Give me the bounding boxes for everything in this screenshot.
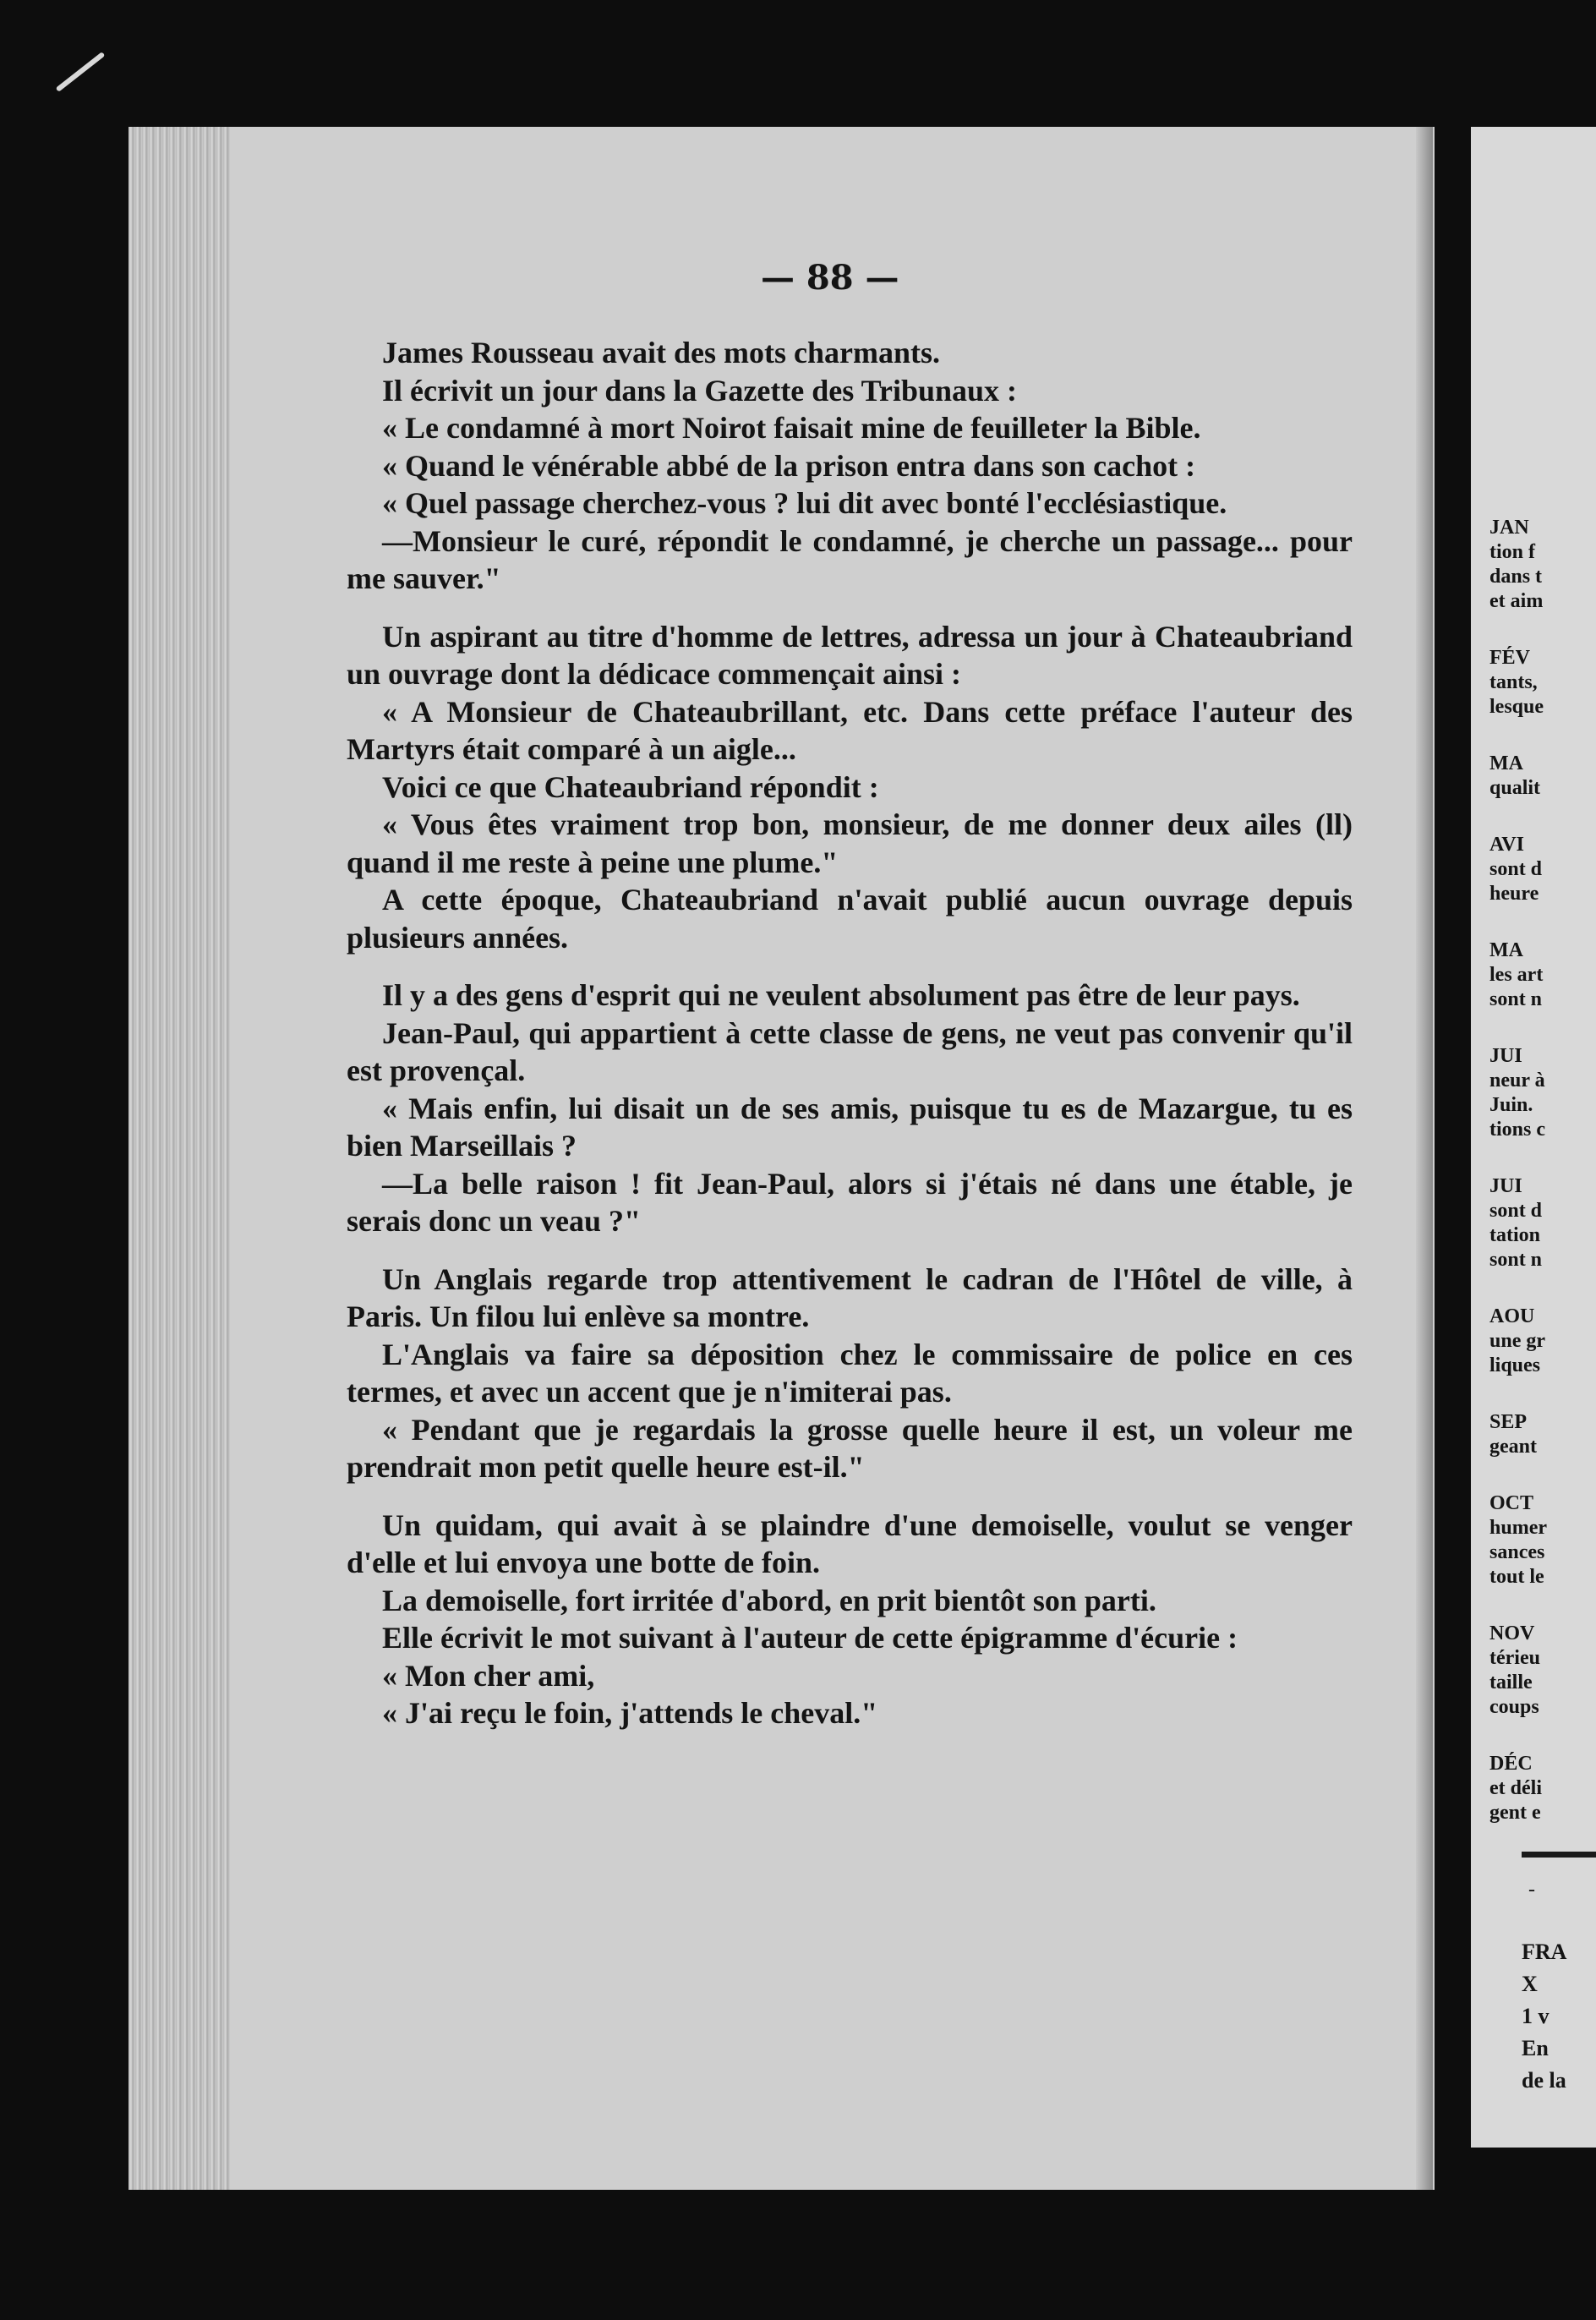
- paragraph: Un aspirant au titre d'homme de lettres, adressa un jour à Chateaubriand un ouvrage dont la dédicace commençait ainsi :: [347, 619, 1353, 691]
- right-page-line: SEP: [1489, 1411, 1528, 1433]
- right-page-line: tions c: [1489, 1119, 1545, 1141]
- right-page-line: térieu: [1489, 1647, 1540, 1669]
- right-page-entry: [1489, 833, 1596, 906]
- right-page-line: gent e: [1489, 1802, 1541, 1824]
- right-page-entry: [1489, 938, 1596, 1012]
- right-page-bottom: [1522, 1936, 1596, 2097]
- paragraph: « A Monsieur de Chateaubrillant, etc. Dans cette préface l'auteur des Martyrs était comparé à un aigle...: [347, 694, 1353, 766]
- paragraph: Il écrivit un jour dans la Gazette des Tribunaux :: [382, 373, 1018, 408]
- right-page-line: qualit: [1489, 777, 1541, 799]
- paragraph: « Quand le vénérable abbé de la prison entra dans son cachot :: [382, 448, 1196, 483]
- paragraph: L'Anglais va faire sa déposition chez le commissaire de police en ces termes, et avec un accent que je n'imiterai pas.: [347, 1337, 1353, 1409]
- right-page-bottom-line: FRA: [1522, 1940, 1567, 1964]
- right-page-dash: -: [1528, 1879, 1535, 1901]
- right-page-line: et aim: [1489, 590, 1544, 612]
- paragraph-gap: [347, 598, 1353, 618]
- paragraph: —La belle raison ! fit Jean-Paul, alors si j'étais né dans une étable, je serais donc un veau ?": [347, 1166, 1353, 1238]
- paragraph-gap: [347, 956, 1353, 977]
- paragraph-gap: [347, 1240, 1353, 1261]
- right-page-bottom-line: En: [1522, 2036, 1549, 2060]
- right-page-bottom-line: de la: [1522, 2068, 1566, 2093]
- right-page-line: MA: [1489, 752, 1523, 774]
- right-page-line: neur à: [1489, 1070, 1545, 1092]
- right-page-line: dans t: [1489, 566, 1543, 588]
- right-page-line: Juin.: [1489, 1094, 1533, 1116]
- paragraph: « Mon cher ami,: [382, 1658, 595, 1693]
- page-edges: [128, 127, 230, 2190]
- paragraph: A cette époque, Chateaubriand n'avait publié aucun ouvrage depuis plusieurs années.: [347, 883, 1353, 955]
- right-page-line: FÉV: [1489, 647, 1530, 669]
- right-page-line: sont n: [1489, 988, 1543, 1010]
- paragraph: Voici ce que Chateaubriand répondit :: [382, 769, 879, 804]
- paragraph: « Mais enfin, lui disait un de ses amis, puisque tu es de Mazargue, tu es bien Marseillais ?: [347, 1091, 1353, 1163]
- right-page-line: sont d: [1489, 1200, 1543, 1222]
- paragraph: Un Anglais regarde trop attentivement le cadran de l'Hôtel de ville, à Paris. Un filou lui enlève sa montre.: [347, 1261, 1353, 1333]
- right-page-text: [1489, 516, 1596, 1858]
- right-page-bottom-line: 1 v: [1522, 2004, 1550, 2028]
- right-page-line: humer: [1489, 1517, 1547, 1539]
- paragraph: La demoiselle, fort irritée d'abord, en prit bientôt son parti.: [382, 1583, 1156, 1617]
- book-gutter: [1416, 127, 1433, 2190]
- right-page-line: JAN: [1489, 517, 1529, 539]
- right-page-line: heure: [1489, 883, 1539, 905]
- right-page-line: une gr: [1489, 1330, 1545, 1352]
- right-page-line: les art: [1489, 964, 1544, 986]
- corner-scan-mark: [56, 52, 106, 92]
- right-page-line: MA: [1489, 939, 1523, 961]
- right-page-line: coups: [1489, 1696, 1539, 1718]
- right-page-line: taille: [1489, 1672, 1533, 1693]
- right-page-line: tation: [1489, 1224, 1540, 1246]
- right-page-line: JUI: [1489, 1175, 1522, 1197]
- right-page-line: tants,: [1489, 671, 1538, 693]
- paragraph: James Rousseau avait des mots charmants.: [382, 336, 940, 369]
- right-page-line: sont d: [1489, 858, 1543, 880]
- paragraph: —Monsieur le curé, répondit le condamné, je cherche un passage... pour me sauver.": [347, 523, 1353, 595]
- paragraph: « J'ai reçu le foin, j'attends le cheval.": [382, 1696, 878, 1730]
- right-page-entry: [1489, 1174, 1596, 1272]
- right-page-line: liques: [1489, 1354, 1541, 1376]
- right-page-line: tout le: [1489, 1566, 1544, 1588]
- paragraph: « Quel passage cherchez-vous ? lui dit avec bonté l'ecclésiastique.: [382, 486, 1227, 520]
- right-page-entry: [1489, 1410, 1596, 1459]
- right-page-line: AVI: [1489, 834, 1524, 856]
- paragraph-gap: [347, 1486, 1353, 1507]
- right-page-entry: [1489, 1752, 1596, 1825]
- right-page-line: OCT: [1489, 1492, 1534, 1514]
- right-page-line: tion f: [1489, 541, 1535, 563]
- right-page-line: NOV: [1489, 1622, 1535, 1644]
- right-page-entry: [1489, 752, 1596, 801]
- right-page-line: geant: [1489, 1436, 1537, 1458]
- right-page-entry: [1489, 516, 1596, 614]
- right-page-line: JUI: [1489, 1045, 1522, 1067]
- right-page-line: et déli: [1489, 1777, 1542, 1799]
- right-page-line: lesque: [1489, 696, 1544, 718]
- paragraph: Il y a des gens d'esprit qui ne veulent absolument pas être de leur pays.: [382, 978, 1300, 1012]
- right-page-line: sances: [1489, 1541, 1545, 1563]
- right-page-entry: [1489, 646, 1596, 720]
- paragraph: « Vous êtes vraiment trop bon, monsieur, de me donner deux ailes (ll) quand il me reste à peine une plume.": [347, 807, 1353, 879]
- right-page-line: DÉC: [1489, 1753, 1533, 1775]
- main-text-column: [347, 334, 1353, 1732]
- paragraph: Jean-Paul, qui appartient à cette classe de gens, ne veut pas convenir qu'il est provençal.: [347, 1015, 1353, 1087]
- paragraph: Elle écrivit le mot suivant à l'auteur de cette épigramme d'écurie :: [382, 1621, 1238, 1655]
- right-page-line: sont n: [1489, 1249, 1543, 1271]
- right-page-entry: [1489, 1044, 1596, 1142]
- right-page-entry: [1489, 1491, 1596, 1590]
- right-page-rule: [1522, 1852, 1596, 1858]
- right-page-entry: [1489, 1622, 1596, 1720]
- right-page-line: AOU: [1489, 1305, 1535, 1327]
- paragraph: Un quidam, qui avait à se plaindre d'une demoiselle, voulut se venger d'elle et lui envoya une botte de foin.: [347, 1507, 1353, 1579]
- page-number: — 88 —: [761, 258, 899, 298]
- paragraph: « Le condamné à mort Noirot faisait mine de feuilleter la Bible.: [382, 411, 1201, 445]
- right-page-entry: [1489, 1305, 1596, 1378]
- right-page-bottom-line: X: [1522, 1972, 1538, 1996]
- paragraph: « Pendant que je regardais la grosse quelle heure il est, un voleur me prendrait mon petit quelle heure est-il.": [347, 1412, 1353, 1484]
